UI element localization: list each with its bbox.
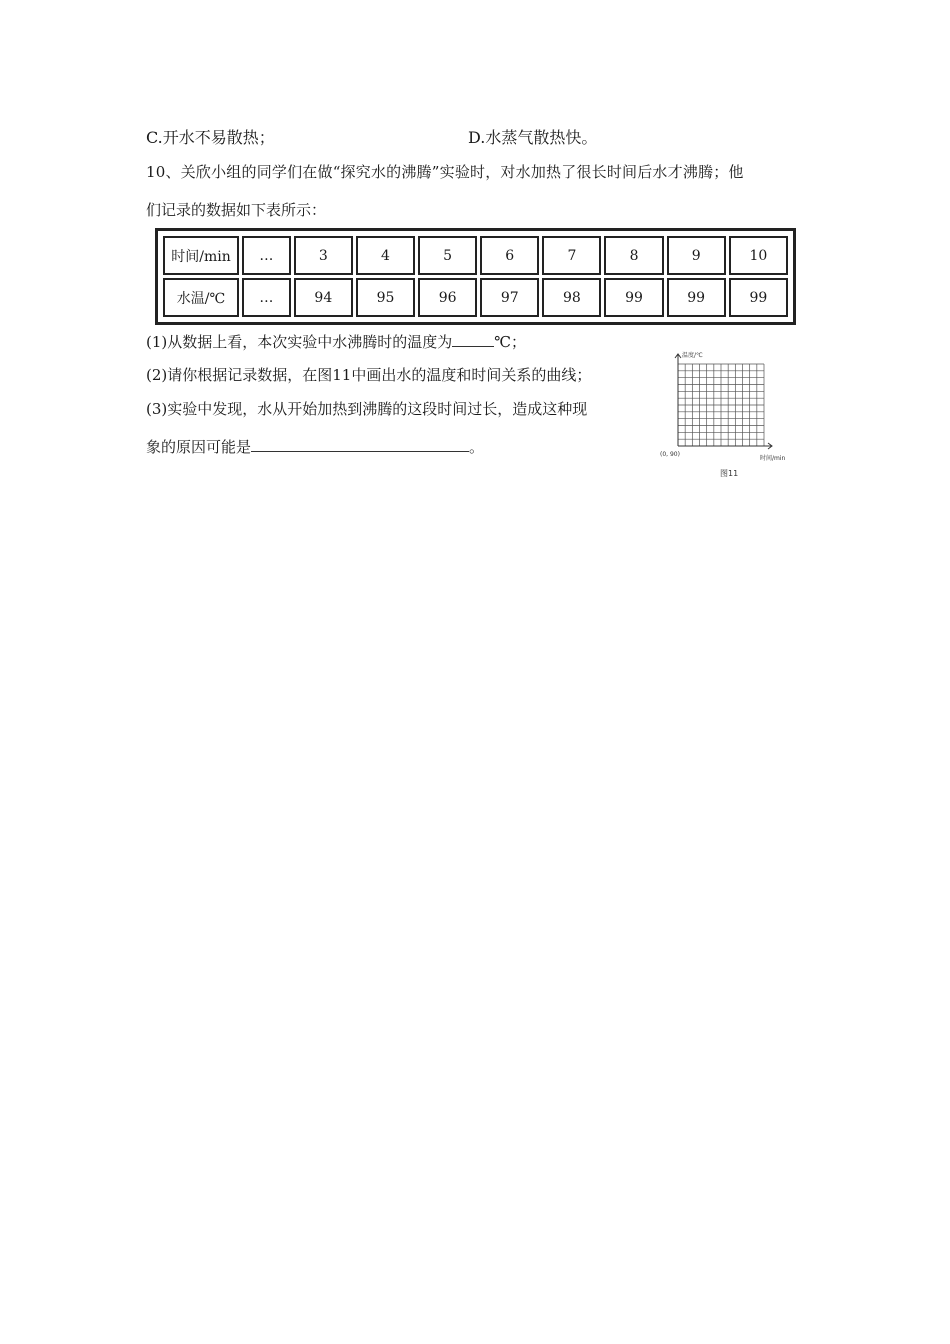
table-cell: 5 [418, 236, 477, 275]
table-row-temperature [163, 278, 788, 317]
table-cell: 时间/min [163, 236, 239, 275]
question-10-line-2: 们记录的数据如下表所示： [146, 201, 327, 219]
sub-question-3-line-1: (3)实验中发现，水从开始加热到沸腾的这段时间过长，造成这种现 [146, 400, 588, 418]
table-cell: 98 [542, 278, 601, 317]
question-10-line-1: 10、关欣小组的同学们在做“探究水的沸腾”实验时，对水加热了很长时间后水才沸腾；他 [146, 163, 744, 181]
sub-question-2: (2)请你根据记录数据，在图11中画出水的温度和时间关系的曲线； [146, 366, 592, 384]
table-cell: 96 [418, 278, 477, 317]
table-cell: 99 [604, 278, 663, 317]
table-cell: 9 [667, 236, 726, 275]
table-cell: 水温/℃ [163, 278, 239, 317]
table-cell: 10 [729, 236, 788, 275]
y-axis-label: 温度/℃ [682, 352, 703, 359]
x-axis-label: 时间/min [760, 455, 786, 462]
table-cell: 94 [294, 278, 353, 317]
sub-question-1-text: (1)从数据上看，本次实验中水沸腾时的温度为 [146, 333, 453, 351]
origin-label: (0, 90) [660, 451, 680, 458]
table-cell: 4 [356, 236, 415, 275]
table-row-time [163, 236, 788, 275]
table-cell: 95 [356, 278, 415, 317]
figure-11-graph [654, 348, 804, 483]
table-cell: 97 [480, 278, 539, 317]
option-c: C.开水不易散热； [146, 128, 275, 147]
table-cell: … [242, 278, 291, 317]
table-cell: 99 [729, 278, 788, 317]
table-cell: 6 [480, 236, 539, 275]
graph-grid [678, 364, 764, 446]
sub-question-1 [146, 331, 526, 352]
graph-axes [675, 354, 772, 449]
table-cell: … [242, 236, 291, 275]
figure-caption: 图11 [720, 469, 739, 478]
table-cell: 7 [542, 236, 601, 275]
sub-question-3-end: 。 [469, 438, 485, 456]
data-table [155, 228, 796, 325]
answer-blank-1[interactable] [452, 332, 494, 347]
sub-question-3-text: 象的原因可能是 [146, 438, 252, 456]
table-cell: 3 [294, 236, 353, 275]
table-cell: 99 [667, 278, 726, 317]
option-d: D.水蒸气散热快。 [468, 128, 598, 147]
sub-question-1-unit: ℃； [494, 333, 527, 351]
sub-question-3-line-2 [146, 436, 484, 457]
answer-blank-3[interactable] [251, 437, 469, 452]
table-cell: 8 [604, 236, 663, 275]
